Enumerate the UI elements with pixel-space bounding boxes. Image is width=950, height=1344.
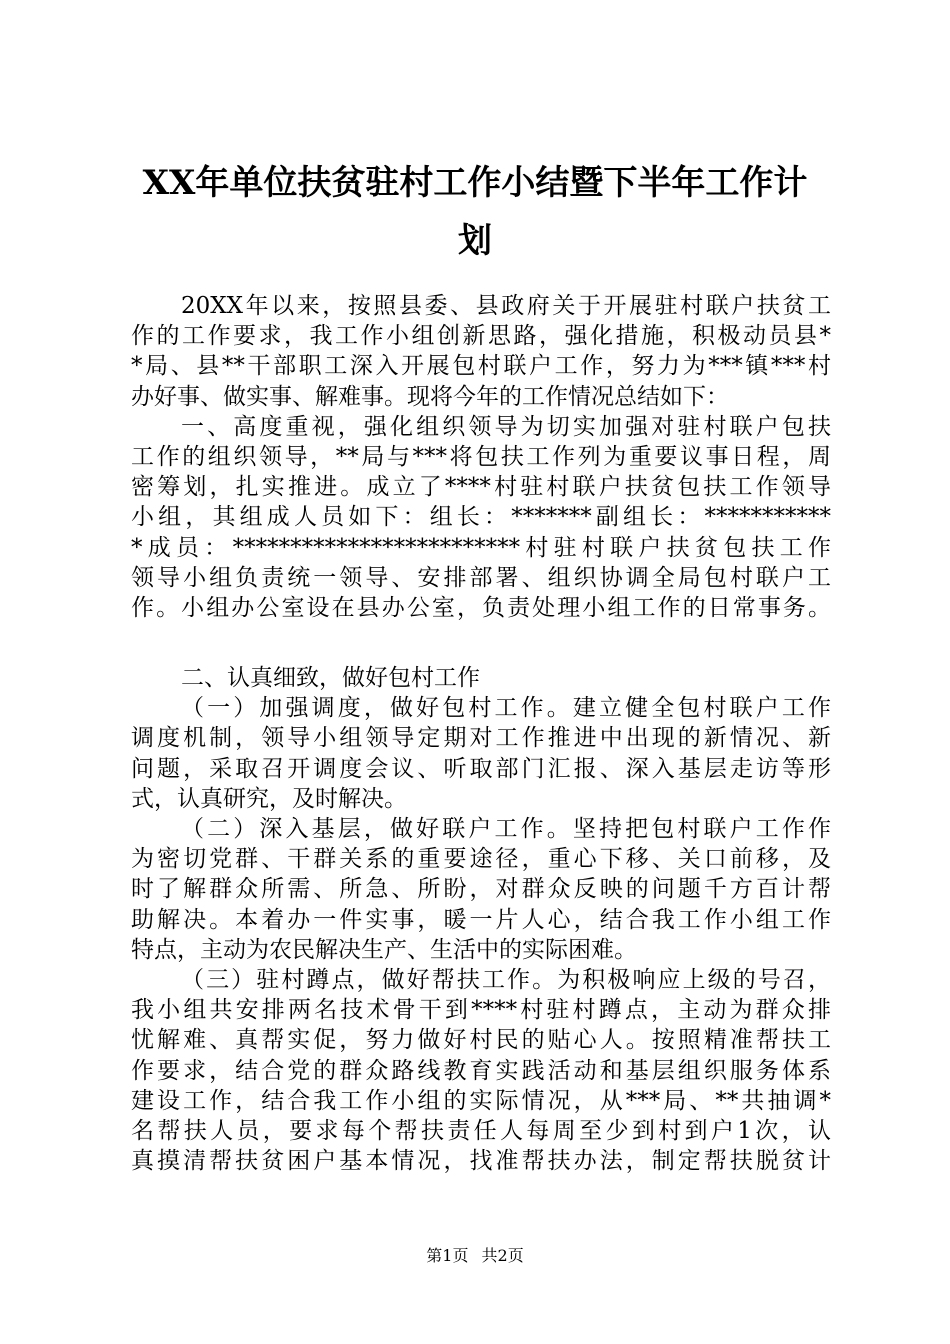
body-line: 一、高度重视，强化组织领导为切实加强对驻村联户包扶 xyxy=(181,413,831,440)
page-number-current: 第1页 xyxy=(426,1246,469,1265)
body-line: （三）驻村蹲点，做好帮扶工作。为积极响应上级的号召， xyxy=(181,966,831,993)
body-line: 建设工作，结合我工作小组的实际情况，从***局、**共抽调* xyxy=(131,1087,831,1114)
document-title-line-2: 划 xyxy=(458,221,492,261)
body-line: 助解决。本着办一件实事，暖一片人心，结合我工作小组工作 xyxy=(131,906,831,933)
document-title-line-1: XX年单位扶贫驻村工作小结暨下半年工作计 xyxy=(142,163,808,203)
body-line: 时了解群众所需、所急、所盼，对群众反映的问题千方百计帮 xyxy=(131,876,831,903)
body-line: 为密切党群、干群关系的重要途径，重心下移、关口前移，及 xyxy=(131,846,831,873)
section-heading: 二、认真细致，做好包村工作 xyxy=(181,665,480,692)
body-line: 小组，其组成人员如下：组长：*******副组长：*********** xyxy=(131,504,831,531)
body-line: 工作的组织领导，**局与***将包扶工作列为重要议事日程，周 xyxy=(131,443,831,470)
body-line: 作的工作要求，我工作小组创新思路，强化措施，积极动员县* xyxy=(131,323,831,350)
body-line: 办好事、做实事、解难事。现将今年的工作情况总结如下： xyxy=(131,383,729,410)
body-line: 20XX年以来，按照县委、县政府关于开展驻村联户扶贫工 xyxy=(181,293,831,319)
paragraph-gap xyxy=(131,623,831,663)
body-line: （二）深入基层，做好联户工作。坚持把包村联户工作作 xyxy=(181,816,831,842)
body-line: （一）加强调度，做好包村工作。建立健全包村联户工作 xyxy=(181,695,831,722)
body-line: 调度机制，领导小组领导定期对工作推进中出现的新情况、新 xyxy=(131,725,831,752)
body-line: 作要求，结合党的群众路线教育实践活动和基层组织服务体系 xyxy=(131,1057,831,1084)
document-body xyxy=(131,291,831,1176)
body-line: 特点，主动为农民解决生产、生活中的实际困难。 xyxy=(131,936,637,963)
body-line: 作。小组办公室设在县办公室，负责处理小组工作的日常事务。 xyxy=(131,594,831,621)
body-line: *局、县**干部职工深入开展包村联户工作，努力为***镇***村 xyxy=(131,353,832,380)
body-line: 忧解难、真帮实促，努力做好村民的贴心人。按照精准帮扶工 xyxy=(131,1027,831,1054)
page-number-total: 共2页 xyxy=(481,1246,524,1265)
body-line: 领导小组负责统一领导、安排部署、组织协调全局包村联户工 xyxy=(131,564,831,591)
body-line: 问题，采取召开调度会议、听取部门汇报、深入基层走访等形 xyxy=(131,755,831,782)
body-line: 式，认真研究，及时解决。 xyxy=(131,785,407,812)
body-line: 真摸清帮扶贫困户基本情况，找准帮扶办法，制定帮扶脱贫计 xyxy=(131,1148,831,1175)
body-line: 名帮扶人员，要求每个帮扶责任人每周至少到村到户1次，认 xyxy=(131,1117,831,1144)
page-footer xyxy=(0,1246,950,1266)
body-line: 我小组共安排两名技术骨干到****村驻村蹲点，主动为群众排 xyxy=(131,997,831,1024)
body-line: *成员：*************************村驻村联户扶贫包扶工作 xyxy=(131,534,831,561)
body-line: 密筹划，扎实推进。成立了****村驻村联户扶贫包扶工作领导 xyxy=(131,474,831,501)
